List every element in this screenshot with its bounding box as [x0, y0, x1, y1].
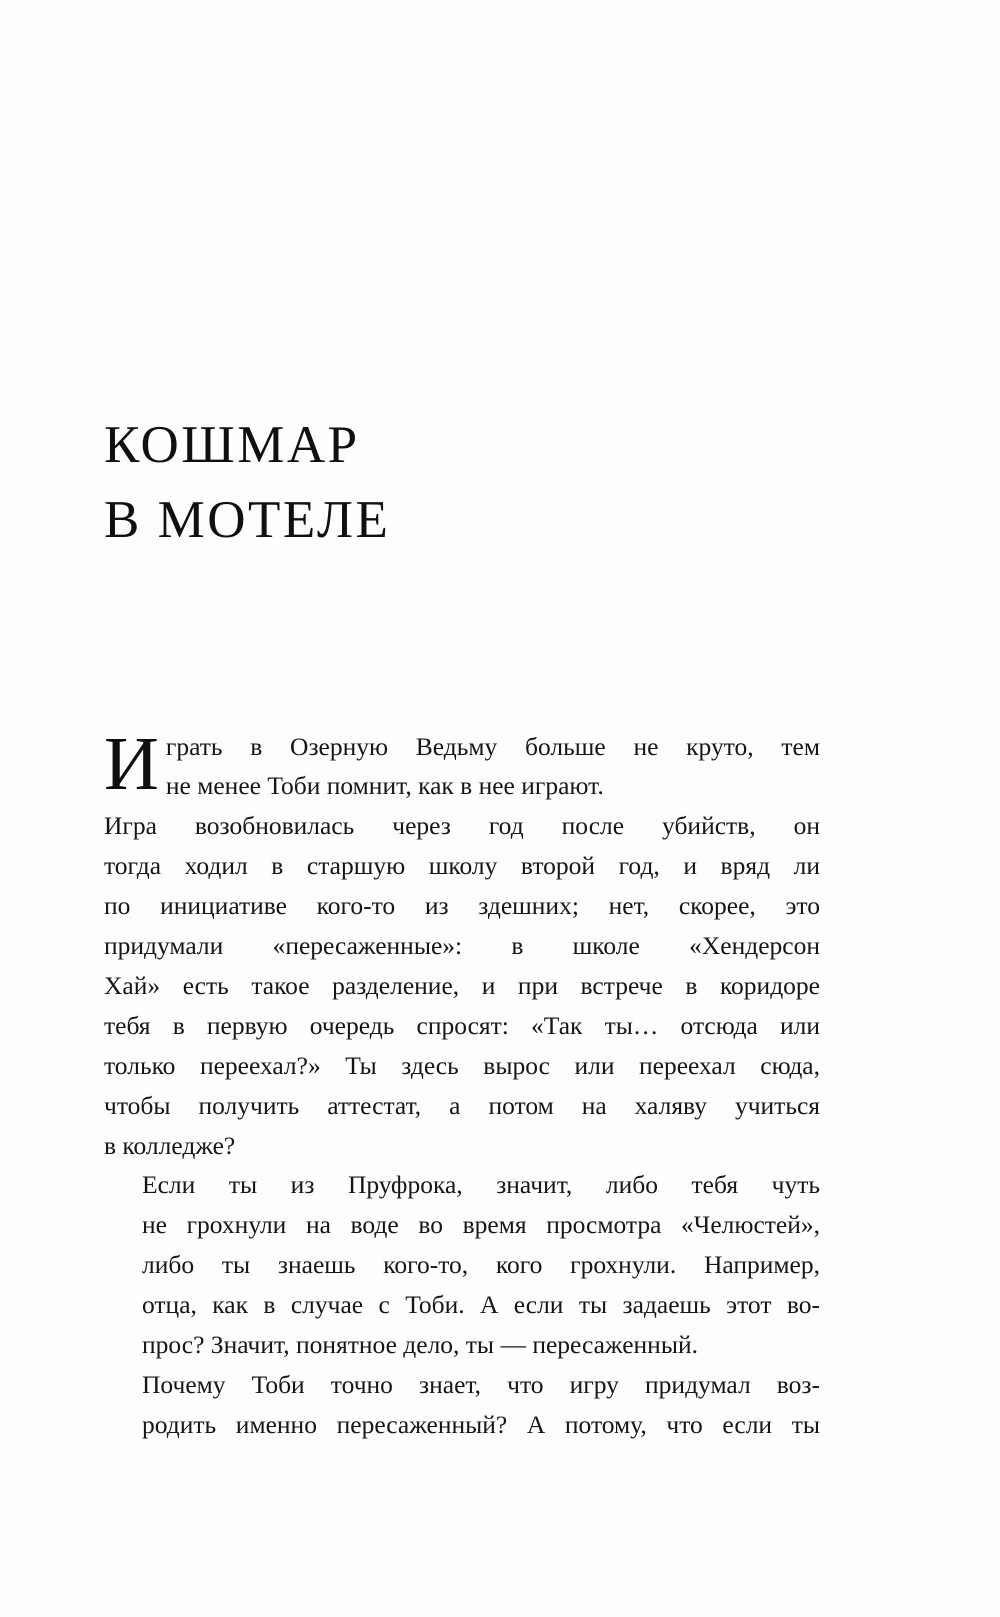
text-line: Если ты из Пруфрока, значит, либо тебя чуть	[142, 1170, 820, 1200]
text-line: не менее Тоби помнит, как в нее играют.	[165, 771, 604, 801]
chapter-title-line-2: В МОТЕЛЕ	[104, 491, 391, 550]
body-text	[104, 721, 820, 1445]
text-line: либо ты знаешь кого-то, кого грохнули. Например,	[142, 1250, 820, 1280]
chapter-title-line-1: КОШМАР	[104, 416, 360, 474]
text-line: Почему Тоби точно знает, что игру придумал воз-	[142, 1370, 820, 1399]
text-line: придумали «пересаженные»: в школе «Хендерсон	[104, 931, 820, 961]
text-line: в колледже?	[104, 1130, 236, 1160]
text-line: Хай» есть такое разделение, и при встрече в коридоре	[104, 970, 820, 1000]
paragraph-2	[104, 1165, 820, 1365]
text-line: не грохнули на воде во время просмотра «Челюстей»,	[142, 1210, 820, 1240]
chapter-title	[104, 0, 820, 559]
text-line: отца, как в случае с Тоби. А если ты задаешь этот во-	[142, 1290, 820, 1320]
paragraph-1-lines	[104, 721, 820, 1166]
text-line: чтобы получить аттестат, а потом на халяву учиться	[104, 1090, 820, 1120]
text-line: прос? Значит, понятное дело, ты — пересаженный.	[142, 1330, 698, 1360]
text-line: тебя в первую очередь спросят: «Так ты… отсюда или	[104, 1010, 820, 1040]
text-line: Игра возобновилась через год после убийств, он	[104, 811, 820, 841]
paragraph-3	[104, 1365, 820, 1445]
drop-cap: И	[104, 721, 159, 806]
text-line: только переехал?» Ты здесь вырос или переехал сюда,	[104, 1050, 820, 1080]
text-line: грать в Озерную Ведьму больше не круто, тем	[165, 731, 820, 761]
page-content	[104, 0, 820, 1445]
text-line: тогда ходил в старшую школу второй год, и вряд ли	[104, 851, 820, 881]
text-line: родить именно пересаженный? А потому, что если ты	[142, 1409, 820, 1439]
text-line: по инициативе кого-то из здешних; нет, скорее, это	[104, 891, 820, 921]
paragraph-1	[104, 721, 820, 1166]
